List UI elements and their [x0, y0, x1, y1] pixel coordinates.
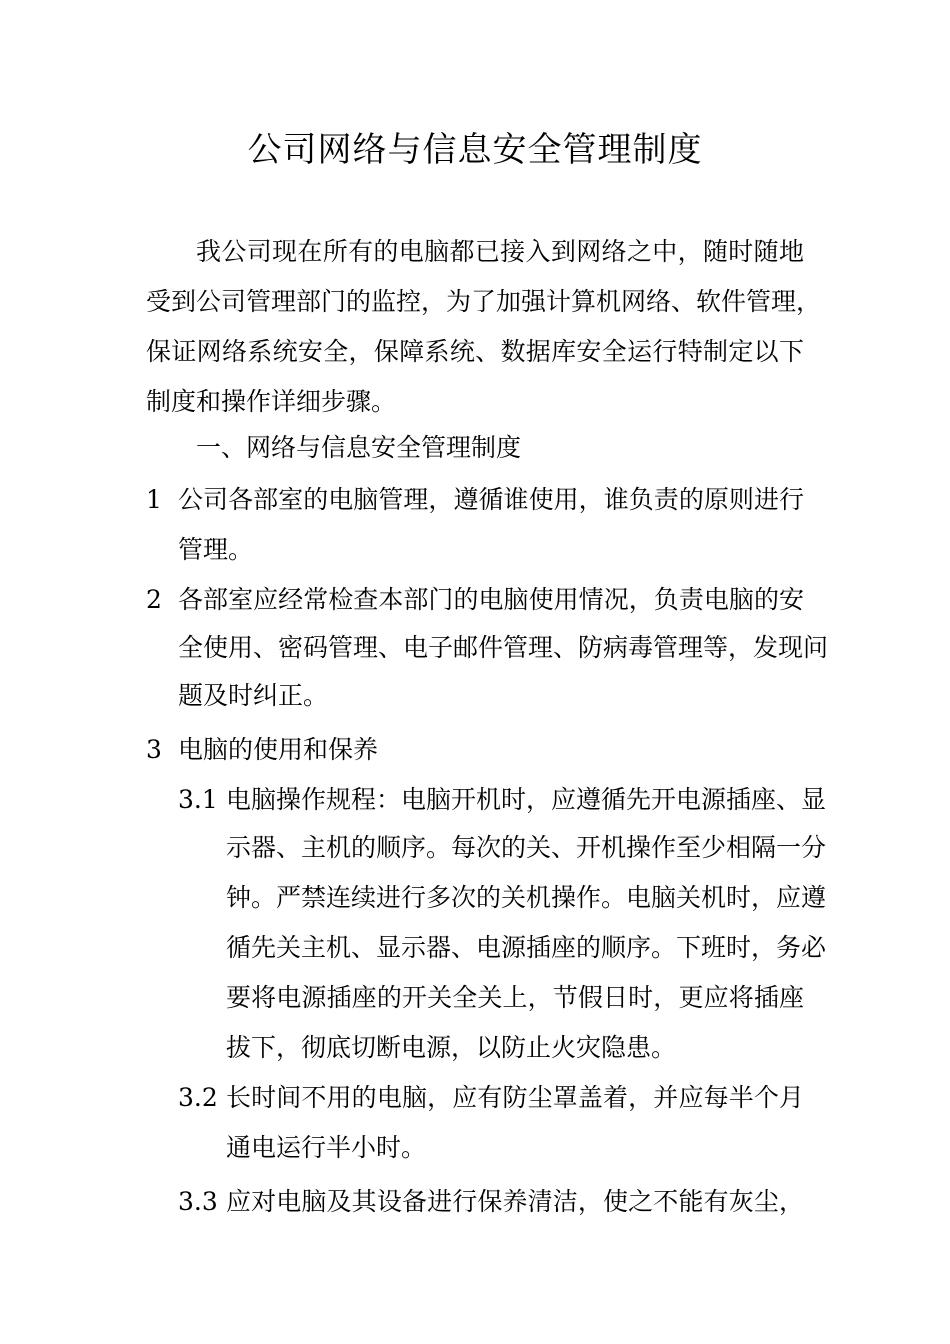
item-line: 全使用、密码管理、电子邮件管理、防病毒管理等，发现问 — [178, 633, 829, 662]
item-number: 2 — [146, 585, 162, 614]
subitem-number: 3.2 — [178, 1083, 218, 1112]
intro-line: 保证网络系统安全，保障系统、数据库安全运行特制定以下 — [146, 337, 804, 366]
subitem-line: 长时间不用的电脑，应有防尘罩盖着，并应每半个月 — [226, 1083, 804, 1112]
subitem-line: 循先关主机、显示器、电源插座的顺序。下班时，务必 — [226, 933, 827, 962]
item-line: 管理。 — [178, 535, 254, 564]
item-number: 1 — [146, 485, 162, 514]
intro-line: 制度和操作详细步骤。 — [146, 387, 397, 416]
intro-line: 我公司现在所有的电脑都已接入到网络之中，随时随地 — [196, 237, 804, 266]
item-line: 题及时纠正。 — [178, 681, 329, 710]
item-line: 公司各部室的电脑管理，遵循谁使用，谁负责的原则进行 — [178, 485, 804, 514]
subitem-line: 通电运行半小时。 — [226, 1133, 427, 1162]
subitem-number: 3.1 — [178, 785, 218, 814]
subitem-line: 钟。严禁连续进行多次的关机操作。电脑关机时，应遵 — [226, 883, 827, 912]
item-line: 电脑的使用和保养 — [178, 735, 379, 764]
item-number: 3 — [146, 735, 162, 764]
subitem-line: 要将电源插座的开关全关上，节假日时，更应将插座 — [226, 983, 804, 1012]
document-title: 公司网络与信息安全管理制度 — [247, 130, 703, 170]
subitem-line: 应对电脑及其设备进行保养清洁，使之不能有灰尘， — [226, 1187, 804, 1216]
section-heading: 一、网络与信息安全管理制度 — [196, 433, 522, 462]
item-line: 各部室应经常检查本部门的电脑使用情况，负责电脑的安 — [178, 585, 804, 614]
subitem-line: 拔下，彻底切断电源，以防止火灾隐患。 — [226, 1033, 677, 1062]
subitem-line: 电脑操作规程：电脑开机时，应遵循先开电源插座、显 — [226, 785, 827, 814]
subitem-number: 3.3 — [178, 1187, 218, 1216]
subitem-line: 示器、主机的顺序。每次的关、开机操作至少相隔一分 — [226, 833, 827, 862]
intro-line: 受到公司管理部门的监控，为了加强计算机网络、软件管理， — [146, 287, 822, 316]
